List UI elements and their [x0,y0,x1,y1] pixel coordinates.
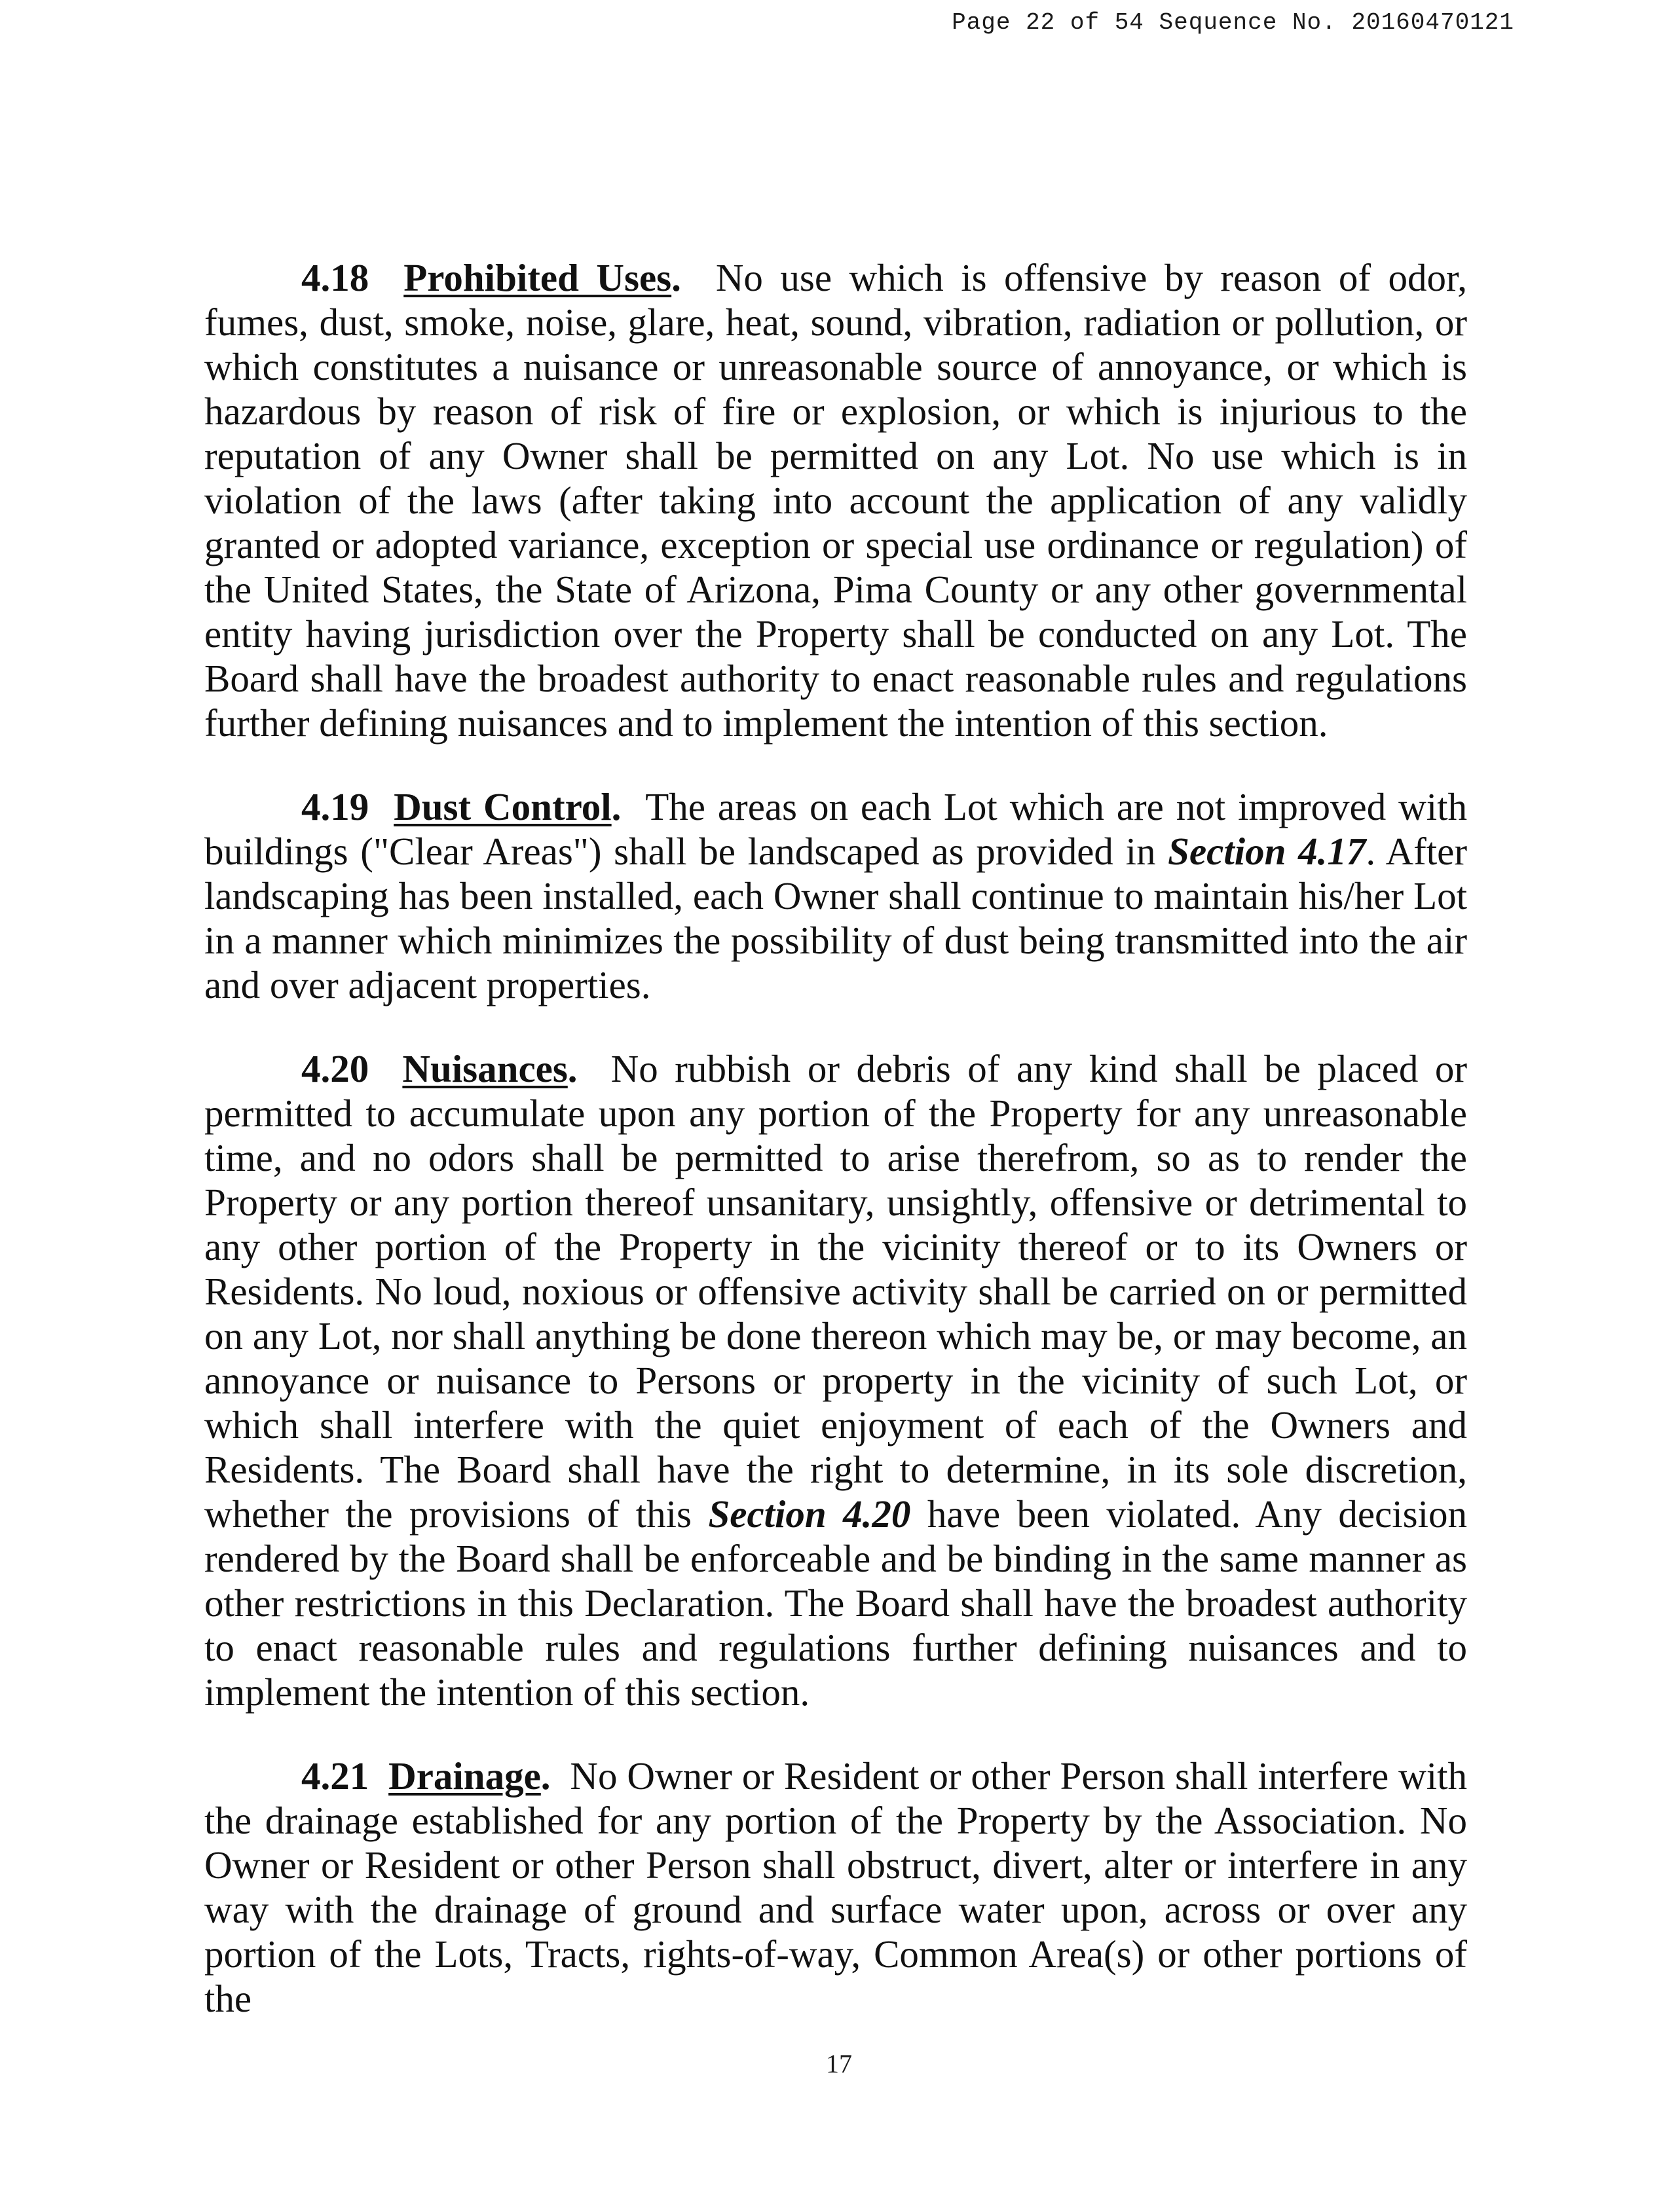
section-reference: Section 4.17 [1168,830,1366,873]
section-reference: Section 4.20 [708,1492,911,1536]
section-text: The areas on each Lot which are not improved with buildings ("Clear Areas") shall be landscaped as provided in [204,785,1468,873]
section-heading: Nuisances [402,1047,568,1090]
section-text: No Owner or Resident or other Person shall interfere with the drainage established for any portion of the Property by the Association. No Owner or Resident or other Person shall obstruct, divert, alter or interfere in any way with the drainage of ground and surface water upon, across or over any portion of the Lots, Tracts, rights-of-way, Common Area(s) or other portions of the [204,1754,1468,2020]
page-number: 17 [826,2049,852,2078]
section-heading: Prohibited Uses [403,256,672,299]
section-4-18: 4.18 Prohibited Uses. No use which is offensive by reason of odor, fumes, dust, smoke, noise, glare, heat, sound, vibration, radiation or pollution, or which constitutes a nuisance or unreasonable source of annoyance, or which is hazardous by reason of risk of fire or explosion, or which is injurious to the reputation of any Owner shall be permitted on any Lot. No use which is in violation of the laws (after taking into account the application of any validly granted or adopted variance, exception or special use ordinance or regulation) of the United States, the State of Arizona, Pima County or any other governmental entity having jurisdiction over the Property shall be conducted on any Lot. The Board shall have the broadest authority to enact reasonable rules and regulations further defining nuisances and to implement the intention of this section. [204,256,1468,745]
section-number: 4.18 [301,256,369,299]
section-4-19: 4.19 Dust Control. The areas on each Lot which are not improved with buildings ("Clear Areas") shall be landscaped as provided in Section 4.17. After landscaping has been installed, each Owner shall continue to maintain his/her Lot in a manner which minimizes the possibility of dust being transmitted into the air and over adjacent properties. [204,785,1468,1006]
section-heading: Dust Control [394,785,612,828]
section-number: 4.20 [301,1047,369,1090]
section-heading: Drainage [388,1754,541,1797]
section-text-continued: . After landscaping has been installed, each Owner shall continue to maintain his/her Lot in a manner which minimizes the possibility of dust being transmitted into the air and over adjacent properties. [204,830,1467,1006]
section-text: No use which is offensive by reason of odor, fumes, dust, smoke, noise, glare, heat, sound, vibration, radiation or pollution, or which constitutes a nuisance or unreasonable source of annoyance, or which is hazardous by reason of risk of fire or explosion, or which is injurious to the reputation of any Owner shall be permitted on any Lot. No use which is in violation of the laws (after taking into account the application of any validly granted or adopted variance, exception or special use ordinance or regulation) of the United States, the State of Arizona, Pima County or any other governmental entity having jurisdiction over the Property shall be conducted on any Lot. The Board shall have the broadest authority to enact reasonable rules and regulations further defining nuisances and to implement the intention of this section. [204,256,1468,745]
document-body [204,255,1467,2060]
section-text: No rubbish or debris of any kind shall be placed or permitted to accumulate upon any portion of the Property for any unreasonable time, and no odors shall be permitted to arise therefrom, so as to render the Property or any portion thereof unsanitary, unsightly, offensive or detrimental to any other portion of the Property in the vicinity thereof or to its Owners or Residents. No loud, noxious or offensive activity shall be carried on or permitted on any Lot, nor shall anything be done thereon which may be, or may become, an annoyance or nuisance to Persons or property in the vicinity of such Lot, or which shall interfere with the quiet enjoyment of each of the Owners and Residents. The Board shall have the right to determine, in its sole discretion, whether the provisions of this [204,1047,1468,1536]
section-text-continued: have been violated. Any decision rendered by the Board shall be enforceable and be binding in the same manner as other restrictions in this Declaration. The Board shall have the broadest authority to enact reasonable rules and regulations further defining nuisances and to implement the intention of this section. [204,1492,1467,1714]
section-4-20: 4.20 Nuisances. No rubbish or debris of any kind shall be placed or permitted to accumulate upon any portion of the Property for any unreasonable time, and no odors shall be permitted to arise therefrom, so as to render the Property or any portion thereof unsanitary, unsightly, offensive or detrimental to any other portion of the Property in the vicinity thereof or to its Owners or Residents. No loud, noxious or offensive activity shall be carried on or permitted on any Lot, nor shall anything be done thereon which may be, or may become, an annoyance or nuisance to Persons or property in the vicinity of such Lot, or which shall interfere with the quiet enjoyment of each of the Owners and Residents. The Board shall have the right to determine, in its sole discretion, whether the provisions of this Section 4.20 have been violated. Any decision rendered by the Board shall be enforceable and be binding in the same manner as other restrictions in this Declaration. The Board shall have the broadest authority to enact reasonable rules and regulations further defining nuisances and to implement the intention of this section. [204,1047,1468,1714]
section-number: 4.21 [301,1754,369,1797]
section-number: 4.19 [301,785,369,828]
document-header: Page 22 of 54 Sequence No. 20160470121 [952,9,1514,36]
section-4-21: 4.21 Drainage. No Owner or Resident or other Person shall interfere with the drainage established for any portion of the Property by the Association. No Owner or Resident or other Person shall obstruct, divert, alter or interfere in any way with the drainage of ground and surface water upon, across or over any portion of the Lots, Tracts, rights-of-way, Common Area(s) or other portions of the [204,1754,1468,2020]
